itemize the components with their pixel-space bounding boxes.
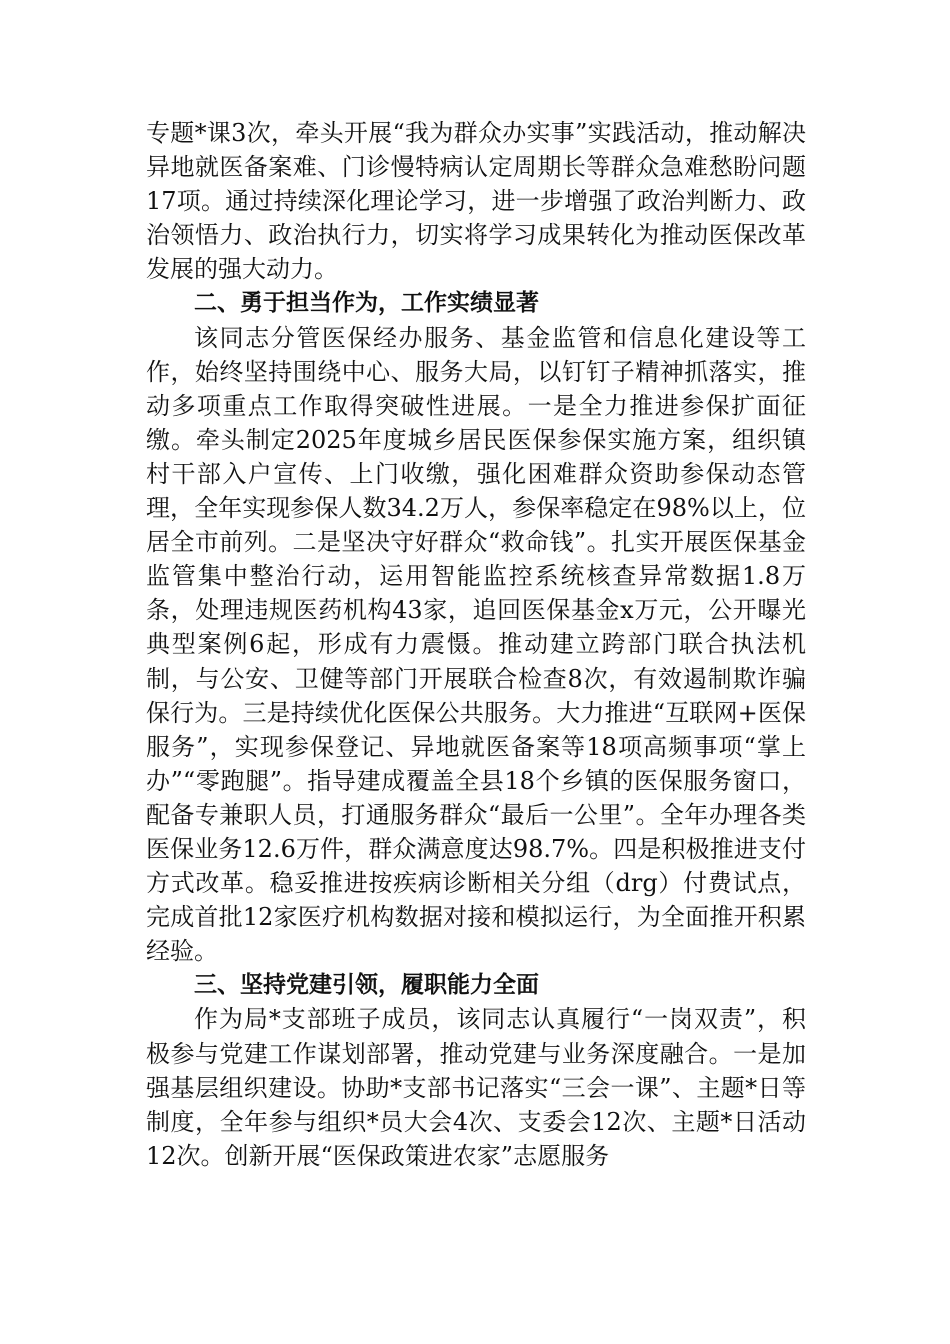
- body-paragraph-work-achievements: 该同志分管医保经办服务、基金监管和信息化建设等工作，始终坚持围绕中心、服务大局，以钉钉子精神抓落实，推动多项重点工作取得突破性进展。一是全力推进参保扩面征缴。牵头制定2025年度城乡居民医保参保实施方案，组织镇村干部入户宣传、上门收缴，强化困难群众资助参保动态管理，全年实现参保人数34.2万人，参保率稳定在98%以上，位居全市前列。二是坚决守好群众“救命钱”。扎实开展医保基金监管集中整治行动，运用智能监控系统核查异常数据1.8万条，处理违规医药机构43家，追回医保基金x万元，公开曝光典型案例6起，形成有力震慑。推动建立跨部门联合执法机制，与公安、卫健等部门开展联合检查8次，有效遏制欺诈骗保行为。三是持续优化医保公共服务。大力推进“互联网+医保服务”，实现参保登记、异地就医备案等18项高频事项“掌上办”“零跑腿”。指导建成覆盖全县18个乡镇的医保服务窗口，配备专兼职人员，打通服务群众“最后一公里”。全年办理各类医保业务12.6万件，群众满意度达98.7%。四是积极推进支付方式改革。稳妥推进按疾病诊断相关分组（drg）付费试点，完成首批12家医疗机构数据对接和模拟运行，为全面推开积累经验。: [146, 323, 806, 966]
- section-heading-three: 三、坚持党建引领，履职能力全面: [194, 972, 539, 999]
- document-body: [146, 116, 806, 1173]
- body-paragraph-study-results: 专题*课3次，牵头开展“我为群众办实事”实践活动，推动解决异地就医备案难、门诊慢特病认定周期长等群众急难愁盼问题17项。通过持续深化理论学习，进一步增强了政治判断力、政治领悟力、政治执行力，切实将学习成果转化为推动医保改革发展的强大动力。: [146, 119, 806, 284]
- body-paragraph-party-building: 作为局*支部班子成员，该同志认真履行“一岗双责”，积极参与党建工作谋划部署，推动党建与业务深度融合。一是加强基层组织建设。协助*支部书记落实“三会一课”、主题*日等制度，全年参与组织*员大会4次、支委会12次、主题*日活动12次。创新开展“医保政策进农家”志愿服务: [146, 1005, 806, 1170]
- section-heading-two: 二、勇于担当作为，工作实绩显著: [194, 290, 539, 317]
